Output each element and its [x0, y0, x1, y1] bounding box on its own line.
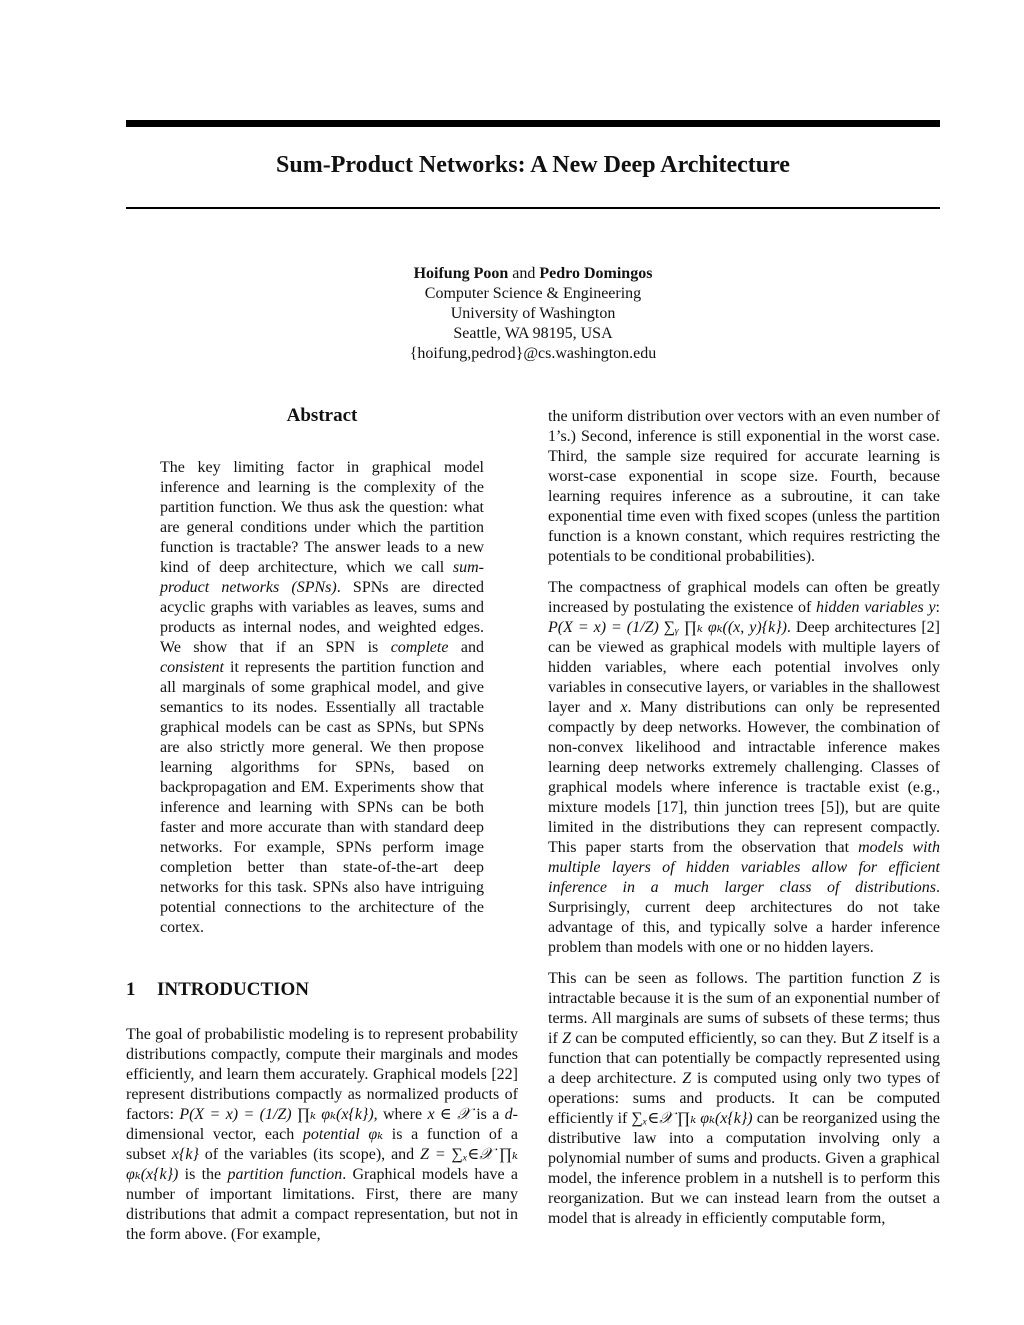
- abstract-text-2: . SPNs are directed acyclic graphs with variables as leaves, sums and products as internal nodes, and weighted edges. We show that if an SPN is: [160, 579, 484, 656]
- paper-title: Sum-Product Networks: A New Deep Architecture: [276, 152, 790, 178]
- intro-term-partition-function: partition function: [227, 1166, 343, 1183]
- p3-text-1: This can be seen as follows. The partition function: [548, 970, 913, 987]
- abstract-text-1: The key limiting factor in graphical model inference and learning is the complexity of the partition function. We thus ask the question: what are general conditions under which the partition function is tractable? The answer leads to a new kind of deep architecture, which we call: [160, 459, 484, 576]
- author-conjunction: and: [508, 265, 540, 282]
- math-phi-k: φₖ: [359, 1126, 384, 1143]
- title-rule-bottom: [126, 207, 940, 209]
- intro-paragraph-1: [126, 1025, 518, 1245]
- math-z-2: Z: [562, 1030, 571, 1047]
- abstract-heading: Abstract: [286, 405, 358, 426]
- right-paragraph-1: the uniform distribution over vectors with an even number of 1’s.) Second, inference is still exponential in the worst case. Third, the sample size required for accurate learning is worst-case exponential in scope size. Fourth, because learning requires inference as a subroutine, it can take exponential time even with fixed scopes (unless the partition function is a known constant, which requires restricting the potentials to be conditional probabilities).: [548, 408, 940, 565]
- intro-text-1: The goal of probabilistic modeling is to represent probability distributions compactly, compute their marginals and modes efficiently, and learn them accurately. Graphical models [22] represent distributions compactly as normalized products of factors:: [126, 1026, 518, 1123]
- author-department: Computer Science & Engineering: [424, 285, 642, 302]
- author-location: Seattle, WA 98195, USA: [453, 325, 613, 342]
- intro-text-8: . Graphical models have a number of important limitations. First, there are many distributions that admit a compact representation, but not in the form above. (For example,: [126, 1166, 518, 1243]
- p3-text-4: itself is a function that can potentially be compactly represented using a deep architecture.: [548, 1030, 941, 1087]
- math-d: d: [504, 1106, 513, 1123]
- author-1: Hoifung Poon: [413, 265, 509, 282]
- math-z-1: Z: [912, 970, 922, 987]
- author-names: [126, 264, 940, 284]
- intro-text-2: where: [377, 1106, 428, 1123]
- intro-text-5: is a function of a subset: [126, 1126, 518, 1163]
- abstract-term-complete: complete: [390, 639, 449, 656]
- math-z-3: Z: [868, 1030, 878, 1047]
- math-x-scope: x{k}: [171, 1146, 199, 1163]
- math-factorization: P(X = x) = (1/Z) ∏ₖ φₖ(x{k}),: [179, 1106, 378, 1123]
- section-title: INTRODUCTION: [157, 979, 310, 1000]
- math-y: y: [923, 599, 936, 616]
- p3-text-5: is computed using only two types of operations: sums and products. It can be computed efficiently if: [548, 1070, 940, 1127]
- section-number: 1: [126, 979, 136, 1000]
- section-heading-introduction: [126, 978, 518, 1002]
- right-paragraph-3: [548, 969, 940, 1229]
- p3-text-2: is intractable because it is the sum of an exponential number of terms. All marginals are sums of subsets of these terms; thus if: [548, 970, 941, 1047]
- author-email: {hoifung,pedrod}@cs.washington.edu: [409, 345, 657, 362]
- p2-term-hidden-variables: hidden variables: [815, 599, 924, 616]
- intro-term-potential: potential: [302, 1126, 360, 1143]
- p2-text-5: . Surprisingly, current deep architectures do not take advantage of this, and typically solve a harder inference problem than models with one or no hidden layers.: [548, 879, 940, 956]
- math-x: x: [620, 699, 628, 716]
- left-column: [126, 400, 518, 1245]
- right-column: [548, 407, 940, 1229]
- abstract-term-spn: sum-product networks (SPNs): [160, 559, 484, 596]
- p3-text-3: can be computed efficiently, so can they. But: [570, 1030, 869, 1047]
- abstract-term-consistent: consistent: [160, 659, 224, 676]
- p2-key-claim: models with multiple layers of hidden variables allow for efficient inference in a much larger class of distributions: [548, 839, 940, 896]
- author-block: [126, 264, 940, 364]
- p2-text-4: . Many distributions can only be represented compactly by deep networks. However, the combination of non-convex likelihood and intractable inference makes learning deep networks extremely challenging. Classes of graphical models where inference is tractable exist (e.g., mixture models [17], thin junction trees [5]), but are quite limited in the distributions they can represent compactly. This paper starts from the observation that: [548, 699, 940, 856]
- math-sum-product: ∑ₓ∈𝒳 ∏ₖ φₖ(x{k}): [631, 1110, 753, 1127]
- p3-text-6: can be reorganized using the distributive law into a computation involving only a polynomial number of sums and products. Given a graphical model, the inference problem in a nutshell is to perform this reorganization. But we can instead learn from the outset a model that is already in efficiently computable form,: [548, 1110, 940, 1227]
- right-paragraph-2: [548, 578, 940, 958]
- math-x-in-domain: x ∈ 𝒳: [427, 1106, 471, 1123]
- math-z-4: Z: [682, 1070, 692, 1087]
- abstract-text-3: and: [448, 639, 484, 656]
- math-partition-function: Z = ∑ₓ∈𝒳 ∏ₖ φₖ(x{k}): [126, 1146, 518, 1183]
- intro-text-3: is a: [470, 1106, 505, 1123]
- p2-text-3: . Deep architectures [2] can be viewed as graphical models with multiple layers of hidden variables, where each potential involves only variables in consecutive layers, or variables in the shallowest layer and: [548, 619, 940, 716]
- intro-text-4: -dimensional vector, each: [126, 1106, 518, 1143]
- p2-text-2: :: [935, 599, 940, 616]
- p2-text-1: The compactness of graphical models can often be greatly increased by postulating the existence of: [548, 579, 940, 616]
- title-rule-top: [126, 120, 940, 127]
- abstract-text: [160, 458, 484, 938]
- author-2: Pedro Domingos: [539, 265, 653, 282]
- author-university: University of Washington: [450, 305, 616, 322]
- abstract-text-4: it represents the partition function and all marginals of some graphical model, and give semantics to its nodes. Essentially all tractable graphical models can be cast as SPNs, but SPNs are also strictly more general. We then propose learning algorithms for SPNs, based on backpropagation and EM. Experiments show that inference and learning with SPNs can be both faster and more accurate than with standard deep networks. For example, SPNs perform image completion better than state-of-the-art deep networks for this task. SPNs also have intriguing potential connections to the architecture of the cortex.: [160, 659, 484, 936]
- math-hidden-factorization: P(X = x) = (1/Z) ∑ᵧ ∏ₖ φₖ((x, y){k}): [548, 619, 787, 636]
- intro-text-6: of the variables (its scope), and: [198, 1146, 421, 1163]
- intro-text-7: is the: [178, 1166, 228, 1183]
